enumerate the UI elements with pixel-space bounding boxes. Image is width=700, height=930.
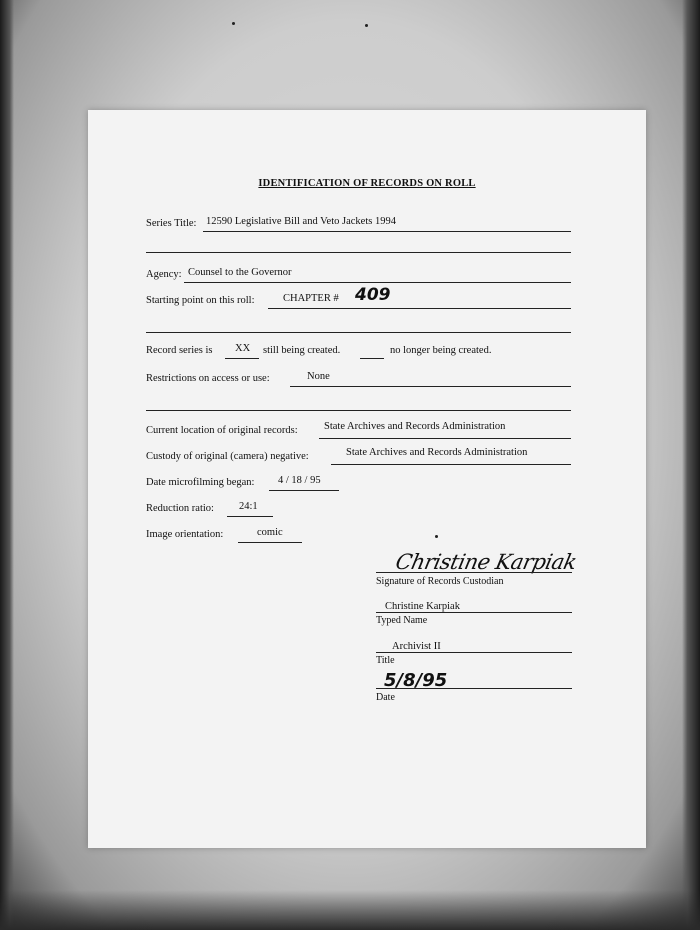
no-longer-created-label: no longer being created. — [390, 345, 492, 356]
records-form-page — [88, 110, 646, 848]
series-title-value: 12590 Legislative Bill and Veto Jackets 1994 — [206, 216, 396, 227]
film-edge-bottom — [0, 890, 700, 930]
restrictions-label: Restrictions on access or use: — [146, 373, 270, 384]
starting-point-line — [268, 308, 571, 309]
series-title-label: Series Title: — [146, 218, 197, 229]
date-began-value: 4 / 18 / 95 — [278, 475, 321, 486]
date-line — [376, 688, 572, 689]
typed-name-label: Typed Name — [376, 615, 428, 626]
date-began-label: Date microfilming began: — [146, 477, 255, 488]
paper-speck — [435, 535, 438, 538]
custodian-signature: Christine Karpiak — [393, 550, 579, 574]
record-series-no-longer-line — [360, 358, 384, 359]
typed-name-value: Christine Karpiak — [385, 601, 460, 612]
form-title: IDENTIFICATION OF RECORDS ON ROLL — [258, 178, 476, 189]
record-series-still-line — [225, 358, 259, 359]
still-being-created-label: still being created. — [263, 345, 341, 356]
series-title-continuation-line — [146, 252, 571, 253]
film-speck — [365, 24, 368, 27]
title-line — [376, 652, 572, 653]
signature-label: Signature of Records Custodian — [376, 576, 504, 587]
reduction-ratio-label: Reduction ratio: — [146, 503, 214, 514]
typed-name-line — [376, 612, 572, 613]
signature-line — [376, 572, 572, 573]
image-orientation-value: comic — [257, 527, 283, 538]
current-location-line — [319, 438, 571, 439]
starting-point-label: Starting point on this roll: — [146, 295, 255, 306]
restrictions-continuation-line — [146, 410, 571, 411]
agency-line — [184, 282, 571, 283]
restrictions-value: None — [307, 371, 330, 382]
title-value: Archivist II — [392, 641, 441, 652]
film-edge-right — [682, 0, 700, 930]
starting-point-continuation-line — [146, 332, 571, 333]
date-label: Date — [376, 692, 395, 703]
starting-point-value: CHAPTER # — [283, 293, 339, 304]
agency-label: Agency: — [146, 269, 182, 280]
record-series-mark: XX — [235, 343, 251, 354]
agency-value: Counsel to the Governor — [188, 267, 292, 278]
film-speck — [232, 22, 235, 25]
custody-value: State Archives and Records Administration — [346, 447, 528, 458]
series-title-line — [203, 231, 571, 232]
custody-line — [331, 464, 571, 465]
current-location-label: Current location of original records: — [146, 425, 298, 436]
record-series-label: Record series is — [146, 345, 213, 356]
date-began-line — [269, 490, 339, 491]
film-edge-left — [0, 0, 14, 930]
title-label: Title — [376, 655, 395, 666]
image-orientation-line — [238, 542, 302, 543]
image-orientation-label: Image orientation: — [146, 529, 224, 540]
custody-label: Custody of original (camera) negative: — [146, 451, 309, 462]
reduction-ratio-line — [227, 516, 273, 517]
restrictions-line — [290, 386, 571, 387]
signature-date-handwritten: 5/8/95 — [384, 670, 448, 691]
current-location-value: State Archives and Records Administration — [324, 421, 506, 432]
chapter-number-handwritten: 409 — [355, 285, 391, 305]
reduction-ratio-value: 24:1 — [239, 501, 258, 512]
